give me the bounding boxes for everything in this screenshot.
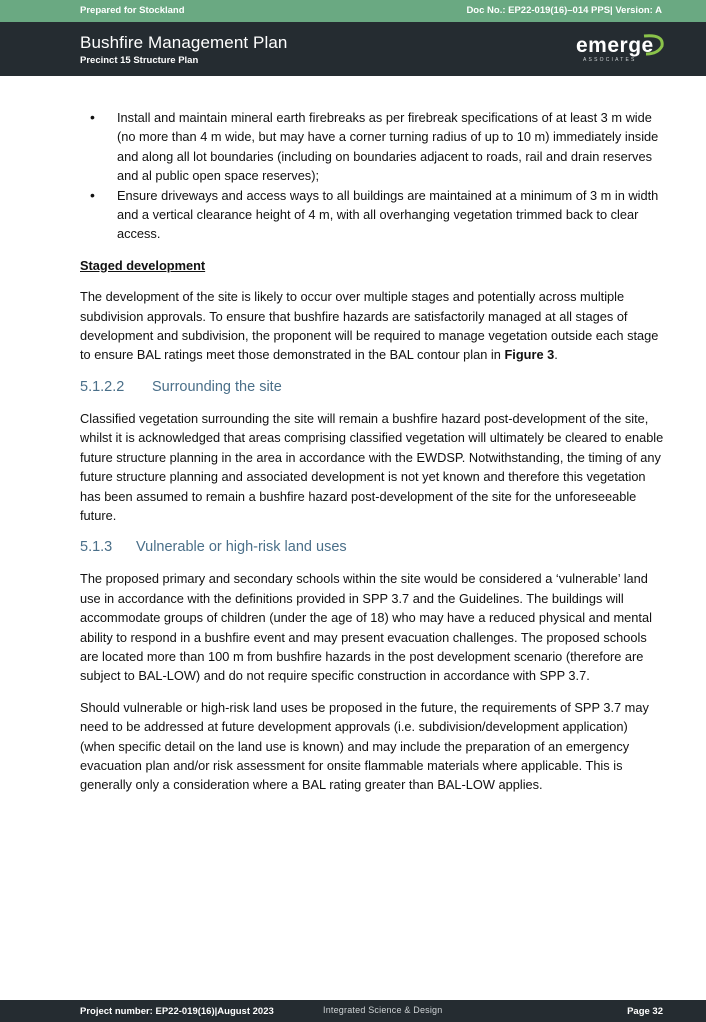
list-item: • Install and maintain mineral earth firebreaks as per firebreak specifications of at least 3 m wide (no more than 4 m wide, but may have a corner turning radius of up to 10 m) immediately inside and along all lot boundaries (including on boundaries adjacent to roads, rail and drain reserves and al public open space reserves); (90, 109, 659, 184)
document-header (0, 22, 706, 76)
section-heading-5122: 5.1.2.2 Surrounding the site (80, 378, 282, 395)
footer-tagline: Integrated Science & Design (323, 1005, 443, 1015)
bullet-icon: • (90, 186, 95, 203)
vulnerable-land-uses-paragraph-2: Should vulnerable or high-risk land uses be proposed in the future, the requirements of SPP 3.7 may need to be addressed at future development approvals (i.e. subdivision/development application) (when specific detail on the land use is known) and may include the preparation of an emergency evacuation plan and/or risk assessment for onsite flammable materials where applicable. This is generally only a consideration where a BAL rating greater than BAL-LOW applies. (80, 699, 649, 793)
list-item: • Ensure driveways and access ways to all buildings are maintained at a minimum of 3 m in width and a vertical clearance height of 4 m, with all overhanging vegetation trimmed back to clear access. (90, 186, 659, 242)
top-bar (0, 0, 706, 22)
page-number: Page 32 (627, 1006, 663, 1017)
bullet-list (80, 108, 664, 244)
vulnerable-land-uses-paragraph-1: The proposed primary and secondary schools within the site would be considered a ‘vulnerable’ land use in accordance with the definitions provided in SPP 3.7 and the Guidelines. The buildings will accommodate groups of children (under the age of 18) who may have a reduced physical and mental ability to respond in a bushfire event and may present evacuation challenges. The proposed schools are located more than 100 m from bushfire hazards in the post development scenario (therefore are subject to BAL-LOW) and do not require specific construction in accordance with SPP 3.7. (80, 571, 652, 684)
logo-subtext: ASSOCIATES (583, 57, 637, 63)
staged-development-paragraph: The development of the site is likely to occur over multiple stages and potentially across multiple subdivision approvals. To ensure that bushfire hazards are satisfactorily managed at all stages of development and subdivision, the proponent will be required to manage vegetation outside each stage to ensure BAL ratings meet those demonstrated in the BAL contour plan in Figure 3. (80, 289, 659, 363)
page-content (80, 108, 664, 807)
doc-number: Doc No.: EP22-019(16)–014 PPS| Version: A (466, 5, 662, 16)
bullet-icon: • (90, 109, 95, 125)
staged-development-heading: Staged development (80, 257, 206, 273)
figure-reference: Figure 3 (504, 347, 555, 363)
logo-wordmark: emerge (576, 34, 654, 57)
project-number: Project number: EP22-019(16)|August 2023 (80, 1006, 274, 1017)
surrounding-site-paragraph: Classified vegetation surrounding the site will remain a bushfire hazard post-development of the site, whilst it is acknowledged that areas comprising classified vegetation will ultimately be cleared to enable future structure planning in the area in accordance with the EWDSP. Notwithstanding, the timing of any future structure planning and associated development is not yet known and therefore this vegetation has been assumed to remain a bushfire hazard post-development of the site for the unforeseeable future. (80, 410, 664, 523)
prepared-for: Prepared for Stockland (80, 5, 185, 16)
document-subtitle: Precinct 15 Structure Plan (80, 55, 199, 66)
document-title: Bushfire Management Plan (80, 33, 288, 52)
section-heading-513: 5.1.3 Vulnerable or high-risk land uses (80, 539, 347, 556)
emerge-logo (574, 32, 666, 64)
document-footer (0, 1000, 706, 1022)
